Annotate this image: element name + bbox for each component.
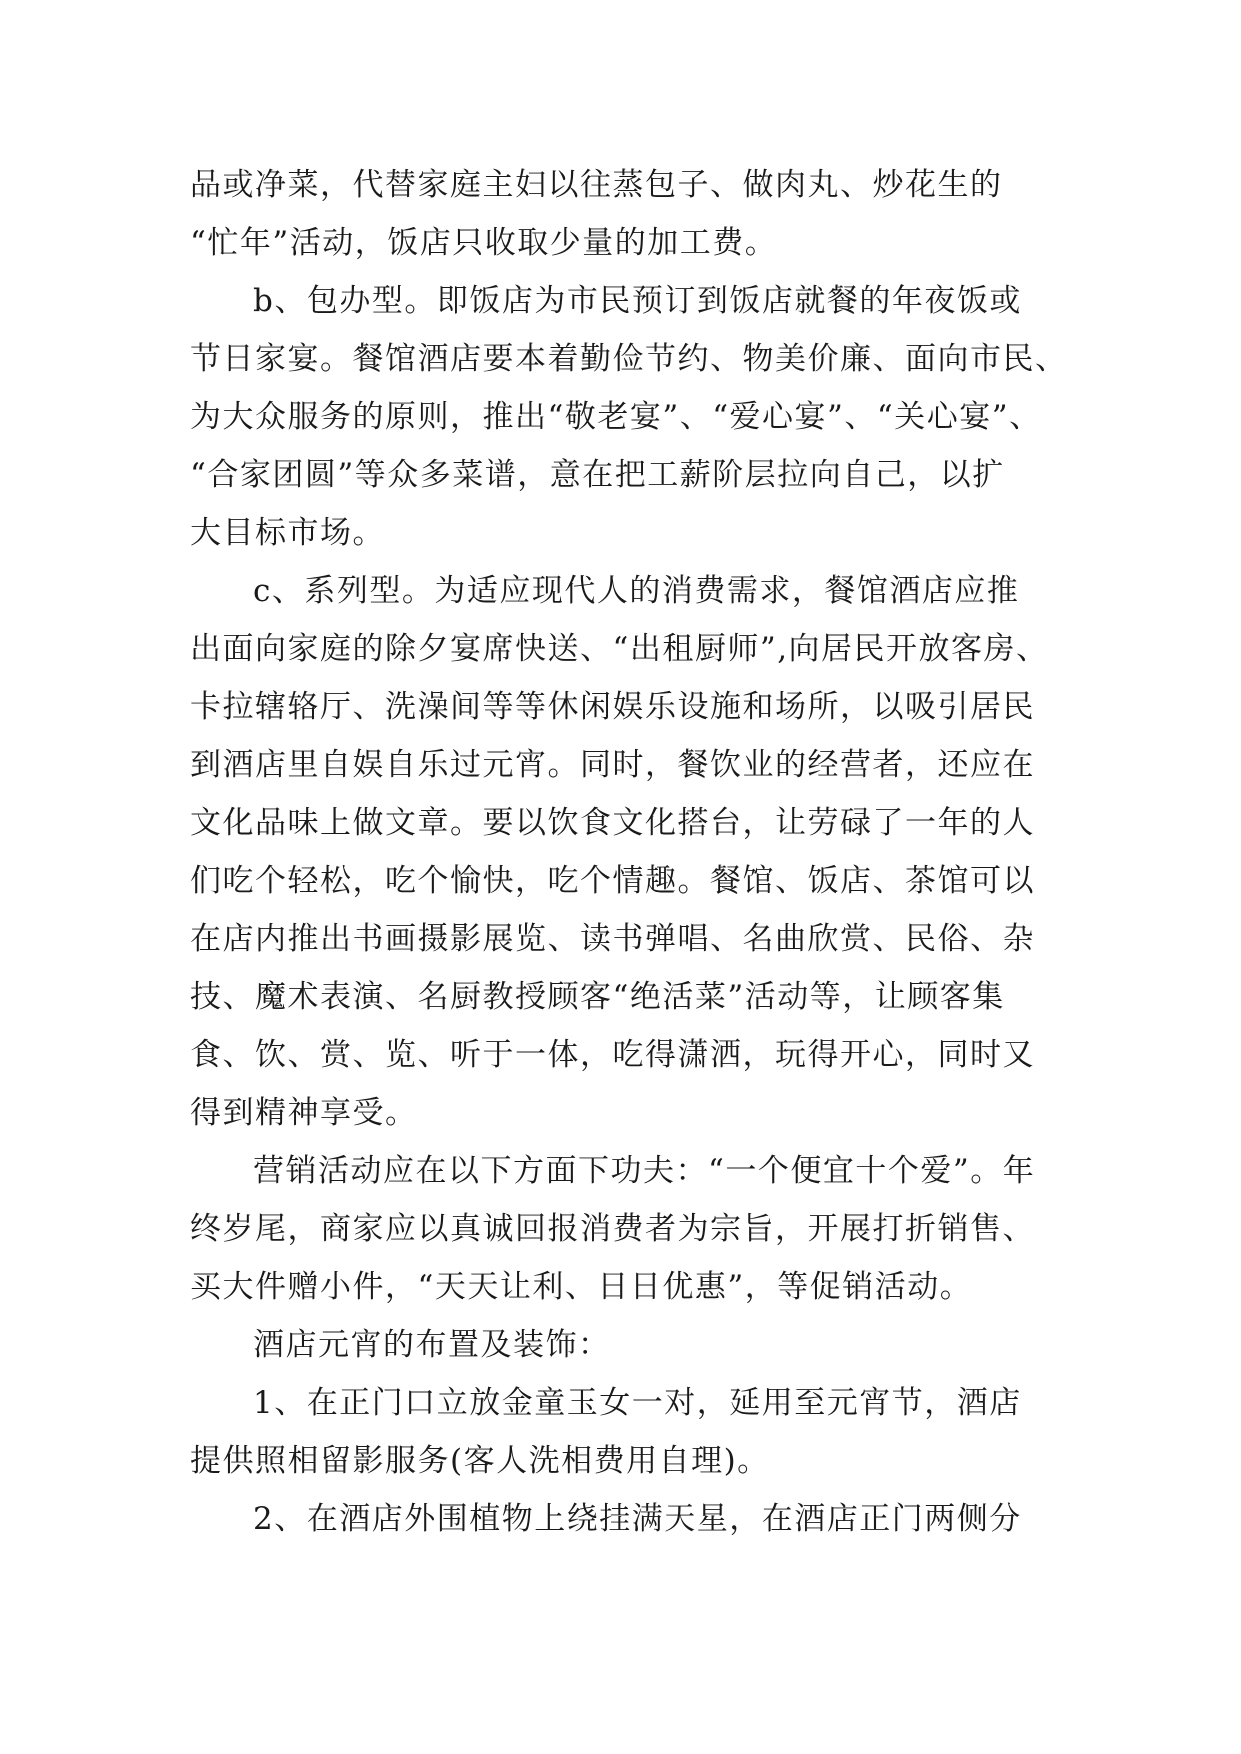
text-line: 买大件赠小件，“天天让利、日日优惠”，等促销活动。 xyxy=(190,1269,973,1305)
paragraph-b-start: b、包办型。即饭店为市民预订到饭店就餐的年夜饭或 xyxy=(253,283,1022,319)
paragraph-c-start: c、系列型。为适应现代人的消费需求，餐馆酒店应推 xyxy=(253,573,1020,609)
text-line: 技、魔术表演、名厨教授顾客“绝活菜”活动等，让顾客集 xyxy=(190,979,1005,1015)
text-line: 食、饮、赏、览、听于一体，吃得潇洒，玩得开心，同时又 xyxy=(190,1037,1035,1073)
section-heading: 酒店元宵的布置及装饰： xyxy=(253,1327,611,1363)
paragraph-marketing-start: 营销活动应在以下方面下功夫：“一个便宜十个爱”。年 xyxy=(253,1153,1036,1189)
text-line: 文化品味上做文章。要以饮食文化搭台，让劳碌了一年的人 xyxy=(190,805,1035,841)
text-line: 们吃个轻松，吃个愉快，吃个情趣。餐馆、饭店、茶馆可以 xyxy=(190,863,1035,899)
text-line: 在店内推出书画摄影展览、读书弹唱、名曲欣赏、民俗、杂 xyxy=(190,921,1035,957)
text-line: 得到精神享受。 xyxy=(190,1095,418,1131)
list-item-2-start: 2、在酒店外围植物上绕挂满天星，在酒店正门两侧分 xyxy=(253,1501,1022,1537)
text-line: 大目标市场。 xyxy=(190,515,385,551)
text-line: 出面向家庭的除夕宴席快送、“出租厨师”,向居民开放客房、 xyxy=(190,631,1049,667)
text-line: 到酒店里自娱自乐过元宵。同时，餐饮业的经营者，还应在 xyxy=(190,747,1035,783)
text-line: “忙年”活动，饭店只收取少量的加工费。 xyxy=(190,225,778,261)
text-line: 节日家宴。餐馆酒店要本着勤俭节约、物美价廉、面向市民、 xyxy=(190,341,1068,377)
text-line: 品或净菜，代替家庭主妇以往蒸包子、做肉丸、炒花生的 xyxy=(190,167,1003,203)
text-line: 卡拉辖辂厅、洗澡间等等休闲娱乐设施和场所，以吸引居民 xyxy=(190,689,1035,725)
list-item-1-start: 1、在正门口立放金童玉女一对，延用至元宵节，酒店 xyxy=(253,1385,1022,1421)
text-line: 终岁尾，商家应以真诚回报消费者为宗旨，开展打折销售、 xyxy=(190,1211,1035,1247)
text-line: 提供照相留影服务(客人洗相费用自理)。 xyxy=(190,1443,770,1479)
text-line: 为大众服务的原则，推出“敬老宴”、“爱心宴”、“关心宴”、 xyxy=(190,399,1042,435)
text-line: “合家团圆”等众多菜谱，意在把工薪阶层拉向自己，以扩 xyxy=(190,457,1005,493)
